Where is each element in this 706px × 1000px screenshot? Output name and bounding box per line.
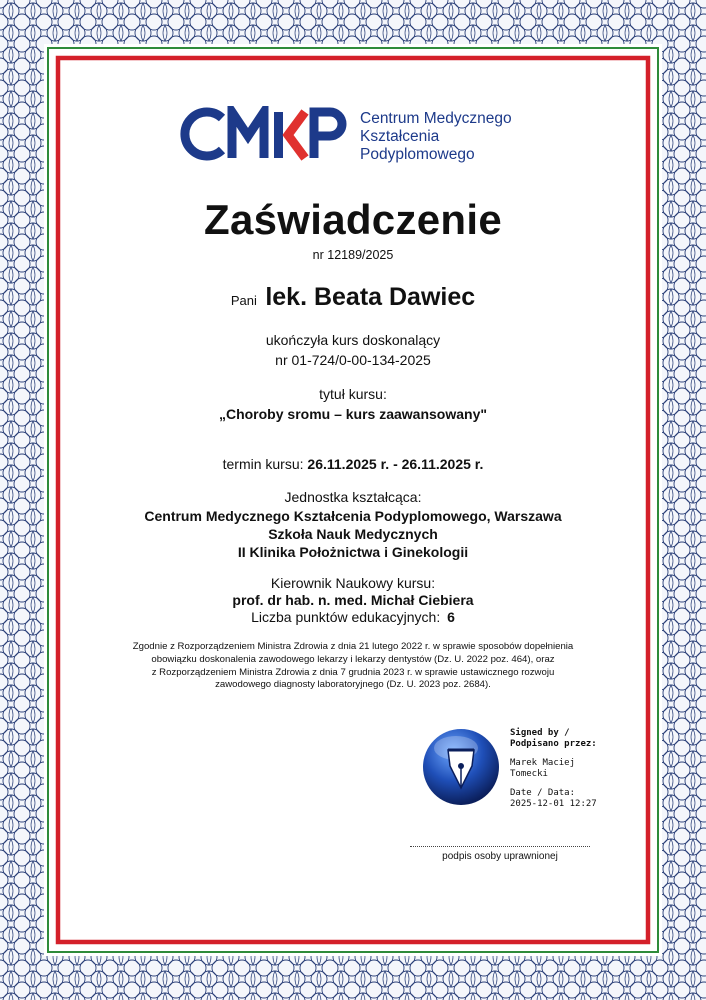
term-label: termin kursu: (222, 456, 304, 472)
legal-line: z Rozporządzeniem Ministra Zdrowia z dnia 7 grudnia 2023 r. w sprawie ustawicznego rozwoju (151, 666, 555, 678)
term-value: 26.11.2025 r. - 26.11.2025 r. (307, 456, 484, 472)
points-line (90, 608, 616, 626)
unit-line: II Klinika Położnictwa i Ginekologii (237, 544, 469, 560)
recipient-line (90, 283, 616, 312)
institution-line: Podyplomowego (360, 146, 475, 163)
signature-line (410, 846, 590, 847)
legal-line: obowiązku doskonalenia zawodowego lekarzy i lekarzy dentystów (Dz. U. 2022 poz. 464), oraz (151, 653, 555, 665)
director-name: prof. dr hab. n. med. Michał Ciebiera (232, 592, 474, 608)
course-term (90, 454, 616, 474)
recipient-name: lek. Beata Dawiec (265, 283, 476, 311)
certificate-number: nr 12189/2025 (312, 248, 394, 262)
salutation: Pani (230, 293, 257, 308)
course-number: nr 01-724/0-00-134-2025 (275, 352, 431, 368)
signer-name-1: Marek Maciej (510, 758, 576, 768)
signature-block (510, 728, 597, 810)
signature-caption: podpis osoby uprawnionej (442, 851, 558, 862)
certificate-title: Zaświadczenie (203, 196, 503, 243)
course-title-label: tytuł kursu: (319, 386, 387, 402)
course-title: „Choroby sromu – kurs zaawansowany" (218, 406, 488, 422)
signed-by-label-pl: Podpisano przez: (510, 739, 597, 749)
signed-by-label: Signed by / (510, 728, 570, 738)
points-label: Liczba punktów edukacyjnych: (251, 609, 441, 625)
points-value: 6 (447, 609, 455, 625)
unit-line: Centrum Medycznego Kształcenia Podyplomowego, Warszawa (144, 508, 562, 524)
fountain-pen-nib-icon (420, 726, 502, 808)
legal-note (80, 641, 626, 692)
institution-name (360, 110, 560, 164)
signer-name-2: Tomecki (510, 769, 548, 779)
unit-label: Jednostka kształcąca: (284, 489, 422, 505)
date-value: 2025-12-01 12:27 (510, 799, 597, 809)
director-label: Kierownik Naukowy kursu: (270, 575, 436, 591)
legal-line: zawodowego diagnosty laboratoryjnego (Dz. U. 2023 poz. 2684). (215, 679, 491, 691)
institution-line: Kształcenia (360, 128, 440, 145)
unit-line: Szkoła Nauk Medycznych (268, 526, 438, 542)
legal-line: Zgodnie z Rozporządzeniem Ministra Zdrowia z dnia 21 lutego 2022 r. w sprawie sposobów dopełnienia (132, 641, 574, 652)
cmkp-logo-mark (185, 112, 342, 158)
date-label: Date / Data: (510, 788, 576, 798)
institution-line: Centrum Medycznego (360, 110, 512, 127)
completed-label: ukończyła kurs doskonalący (265, 332, 441, 348)
unit-block (90, 507, 616, 561)
